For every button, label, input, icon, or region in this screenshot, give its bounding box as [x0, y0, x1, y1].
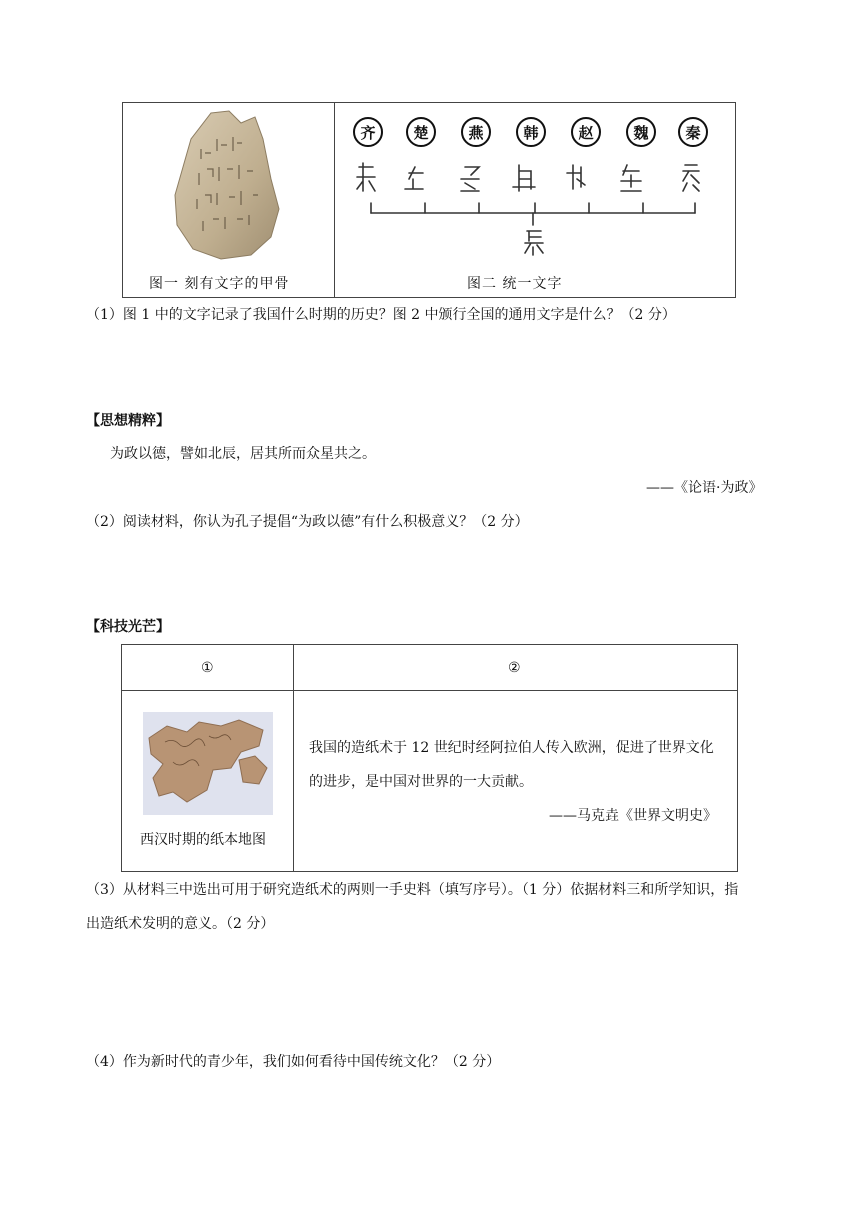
quote-text: 为政以德，譬如北辰，居其所而众星共之。	[110, 446, 376, 462]
figure1-caption: 图一 刻有文字的甲骨	[149, 276, 290, 292]
material-source: ——马克垚《世界文明史》	[549, 808, 717, 824]
figure2-caption: 图二 统一文字	[467, 276, 563, 292]
quote-source: ——《论语·为政》	[646, 480, 763, 496]
question-4: （4）作为新时代的青少年，我们如何看待中国传统文化？（2 分）	[86, 1054, 501, 1070]
ancient-glyphs-diagram	[343, 157, 723, 257]
figure-divider	[334, 103, 335, 297]
question-1: （1）图 1 中的文字记录了我国什么时期的历史？图 2 中颁行全国的通用文字是什么？（2 分）	[86, 307, 676, 323]
figure-table-1	[122, 102, 736, 298]
material-text-line2: 的进步，是中国对世界的一大贡献。	[309, 774, 533, 790]
question-2: （2）阅读材料，你认为孔子提倡“为政以德”有什么积极意义？（2 分）	[86, 514, 529, 530]
state-qin: 秦	[678, 117, 708, 147]
paper-map-caption: 西汉时期的纸本地图	[140, 832, 266, 848]
state-wei: 魏	[626, 117, 656, 147]
state-yan: 燕	[461, 117, 491, 147]
question-3-line1: （3）从材料三中选出可用于研究造纸术的两则一手史料（填写序号）。（1 分）依据材料三和所学知识，指	[86, 882, 739, 898]
state-qi: 齐	[353, 117, 383, 147]
section-heading-tech: 【科技光芒】	[86, 619, 170, 635]
state-han: 韩	[516, 117, 546, 147]
state-zhao: 赵	[571, 117, 601, 147]
material-table	[121, 644, 738, 872]
oracle-bone-image	[171, 109, 283, 261]
material-text-line1: 我国的造纸术于 12 世纪时经阿拉伯人传入欧洲，促进了世界文化	[309, 740, 714, 756]
state-chu: 楚	[406, 117, 436, 147]
paper-map-image	[143, 712, 273, 815]
section-heading-thought: 【思想精粹】	[86, 413, 170, 429]
question-3-line2: 出造纸术发明的意义。（2 分）	[86, 916, 275, 932]
col2-header: ②	[508, 660, 521, 676]
col1-header: ①	[201, 660, 214, 676]
